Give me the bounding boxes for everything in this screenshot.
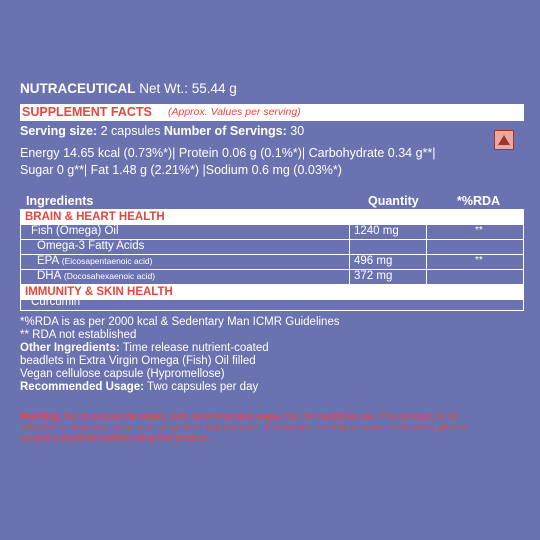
ingredient-name: Fish (Omega) Oil <box>31 225 119 237</box>
ingredient-quantity <box>349 240 427 254</box>
label-notes <box>20 316 340 394</box>
nutrition-line-2: Sugar 0 g**| Fat 1.48 g (2.21%*) |Sodium 0.6 mg (0.03%*) <box>20 163 342 177</box>
warning-line-1 <box>20 411 530 422</box>
table-row <box>21 225 523 240</box>
serving-size-label: Serving size: <box>20 124 98 138</box>
recommended-usage-label: Recommended Usage: <box>20 381 144 393</box>
product-title <box>20 81 237 96</box>
ingredient-rda: ** <box>475 225 483 236</box>
category-brain-heart <box>21 210 523 225</box>
other-ingredients-label: Other Ingredients: <box>20 342 120 354</box>
other-ingredients-line-3: Vegan cellulose capsule (Hypromellose) <box>20 368 225 380</box>
other-ingredients-line-2: beadlets in Extra Virgin Omega (Fish) Oil filled <box>20 355 256 367</box>
ingredient-short: DHA <box>37 270 61 282</box>
table-row <box>21 296 523 311</box>
header-quantity: Quantity <box>368 194 419 208</box>
supplement-facts-heading: SUPPLEMENT FACTS <box>22 105 152 119</box>
ingredient-rda: ** <box>475 255 483 266</box>
warning-body-1: Not to exceed the stated daily recommended usage. Not for medicinal use. This product is not <box>63 411 458 422</box>
nutrition-line-1: Energy 14.65 kcal (0.73%*)| Protein 0.06 g (0.1%*)| Carbohydrate 0.34 g**| <box>20 146 436 160</box>
ingredient-short: EPA <box>37 255 59 267</box>
product-type: NUTRACEUTICAL <box>20 81 136 96</box>
servings-count-value: 30 <box>290 124 305 138</box>
recommended-usage <box>20 381 340 394</box>
category-label: IMMUNITY & SKIN HEALTH <box>25 286 173 298</box>
servings-count-label: Number of Servings: <box>163 124 287 138</box>
recommended-usage-value: Two capsules per day <box>146 381 259 393</box>
table-row <box>21 255 523 270</box>
triangle-icon <box>498 135 510 145</box>
other-ingredients-text: Time release nutrient-coated <box>122 342 269 354</box>
header-rda: *%RDA <box>457 194 501 208</box>
ingredient-quantity: 372 mg <box>349 270 427 284</box>
table-row <box>21 270 523 285</box>
supplement-facts-note: (Approx. Values per serving) <box>168 106 301 118</box>
rda-note: *%RDA is as per 2000 kcal & Sedentary Man ICMR Guidelines <box>20 316 340 328</box>
ingredient-full: (Docosahexaenoic acid) <box>63 271 156 281</box>
ingredient-name <box>37 270 155 282</box>
serving-info <box>20 124 304 138</box>
ingredient-name: Omega-3 Fatty Acids <box>37 240 145 252</box>
warning-label: Warning: <box>20 411 61 422</box>
ingredient-quantity: 1240 mg <box>349 225 427 239</box>
supplement-facts-bar <box>20 104 524 121</box>
table-row <box>21 240 523 255</box>
serving-size-value: 2 capsules <box>100 124 161 138</box>
net-weight: Net Wt.: 55.44 g <box>139 81 237 96</box>
ingredient-name <box>37 255 152 267</box>
header-ingredients: Ingredients <box>26 194 94 208</box>
category-label: BRAIN & HEART HEALTH <box>25 211 165 223</box>
ingredients-table <box>20 209 524 311</box>
warning-text <box>20 411 530 444</box>
warning-line-2: intended to diagnose, treat, cure or prevent any diseases. If pregnant, nursing or under medication, please <box>20 422 467 433</box>
non-veg-triangle-icon <box>494 130 514 150</box>
ingredient-full: (Eicosapentaenoic acid) <box>61 256 153 266</box>
ingredient-name: Curcumin <box>31 296 81 308</box>
ingredient-quantity: 496 mg <box>349 255 427 269</box>
warning-line-3: consult a physician before using this product. <box>20 433 210 444</box>
rda-not-established: ** RDA not established <box>20 329 137 341</box>
other-ingredients-line <box>20 342 340 355</box>
